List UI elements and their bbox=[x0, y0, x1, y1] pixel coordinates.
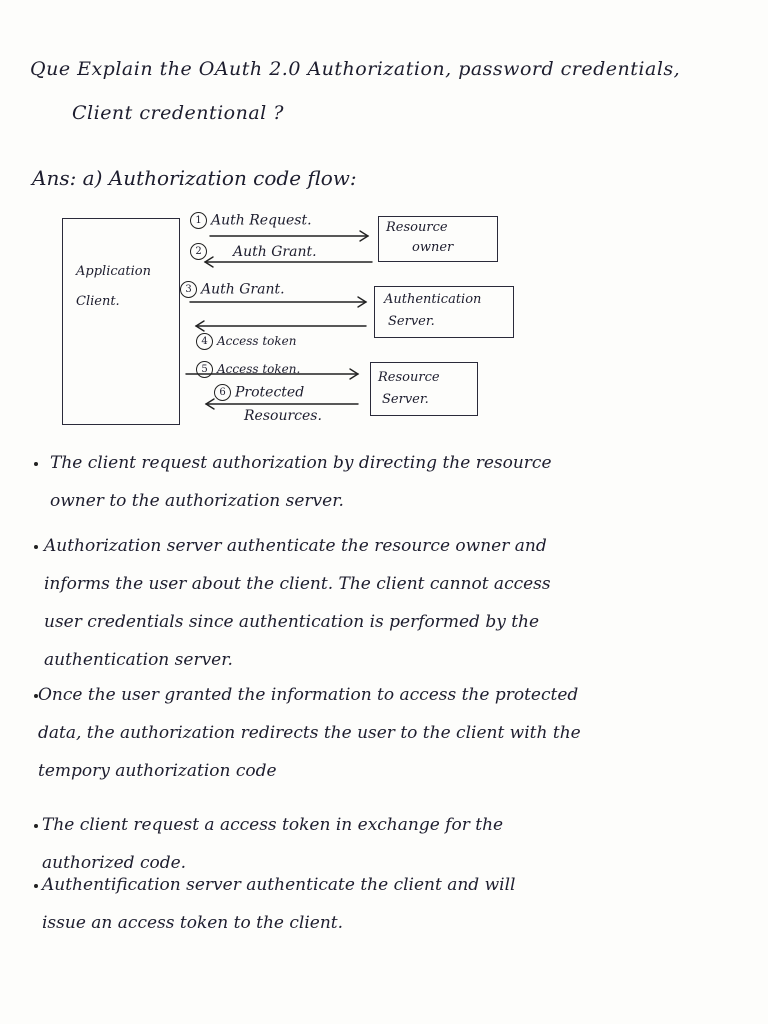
bullet-1-line: owner to the authorization server. bbox=[50, 491, 344, 511]
resource-server-label-2: Server. bbox=[382, 392, 429, 407]
bullet-2-line: user credentials since authentication is performed by the bbox=[44, 612, 540, 632]
resource-owner-label-2: owner bbox=[412, 240, 454, 255]
bullet-5-line: issue an access token to the client. bbox=[42, 913, 344, 933]
resource-server-label-1: Resource bbox=[378, 370, 440, 385]
bullet-4-line: The client request a access token in exchange for the bbox=[42, 815, 504, 835]
step-2-text: Auth Grant. bbox=[233, 243, 317, 260]
bullet-4-line: authorized code. bbox=[42, 853, 187, 873]
step-4-text: Access token bbox=[217, 334, 297, 348]
step-2-number: 2 bbox=[190, 243, 207, 260]
auth-server-label-1: Authentication bbox=[384, 292, 482, 307]
step-4-number: 4 bbox=[196, 333, 213, 350]
step-3-text: Auth Grant. bbox=[201, 281, 285, 298]
step-6-label-line-2: Resources. bbox=[244, 408, 322, 424]
step-1-number: 1 bbox=[190, 212, 207, 229]
bullet-2-line: Authorization server authenticate the resource owner and bbox=[44, 536, 547, 556]
question-line-1: Que Explain the OAuth 2.0 Authorization, password credentials, bbox=[30, 58, 681, 80]
step-5-text: Access token. bbox=[217, 362, 301, 376]
step-3-number: 3 bbox=[180, 281, 197, 298]
client-label-2: Client. bbox=[76, 294, 120, 309]
bullet-2-dot bbox=[34, 545, 38, 549]
bullet-2 bbox=[44, 527, 551, 679]
step-4-label bbox=[196, 333, 297, 350]
step-3-label bbox=[180, 281, 285, 298]
bullet-3-line: Once the user granted the information to access the protected bbox=[38, 685, 579, 705]
bullet-1-line: The client request authorization by directing the resource bbox=[50, 453, 552, 473]
bullet-5 bbox=[42, 866, 515, 942]
answer-heading: Ans: a) Authorization code flow: bbox=[32, 166, 357, 190]
step-1-text: Auth Request. bbox=[211, 212, 312, 229]
client-label-1: Application bbox=[76, 264, 151, 279]
bullet-2-line: authentication server. bbox=[44, 650, 233, 670]
bullet-5-line: Authentification server authenticate the client and will bbox=[42, 875, 516, 895]
resource-owner-label-1: Resource bbox=[386, 220, 448, 235]
bullet-1 bbox=[50, 444, 552, 520]
step-5-label bbox=[196, 361, 300, 378]
bullet-3 bbox=[38, 676, 581, 790]
step-2-label bbox=[190, 243, 317, 260]
step-6-label bbox=[214, 384, 304, 401]
bullet-3-line: tempory authorization code bbox=[38, 761, 277, 781]
bullet-1-dot bbox=[34, 462, 38, 466]
auth-server-label-2: Server. bbox=[388, 314, 435, 329]
step-6-text: Protected bbox=[235, 384, 305, 401]
bullet-3-line: data, the authorization redirects the user to the client with the bbox=[38, 723, 581, 743]
bullet-4-dot bbox=[34, 824, 38, 828]
bullet-5-dot bbox=[34, 884, 38, 888]
step-1-label bbox=[190, 212, 312, 229]
question-line-2: Client credentional ? bbox=[72, 102, 284, 124]
step-5-number: 5 bbox=[196, 361, 213, 378]
bullet-2-line: informs the user about the client. The client cannot access bbox=[44, 574, 551, 594]
step-6-number: 6 bbox=[214, 384, 231, 401]
